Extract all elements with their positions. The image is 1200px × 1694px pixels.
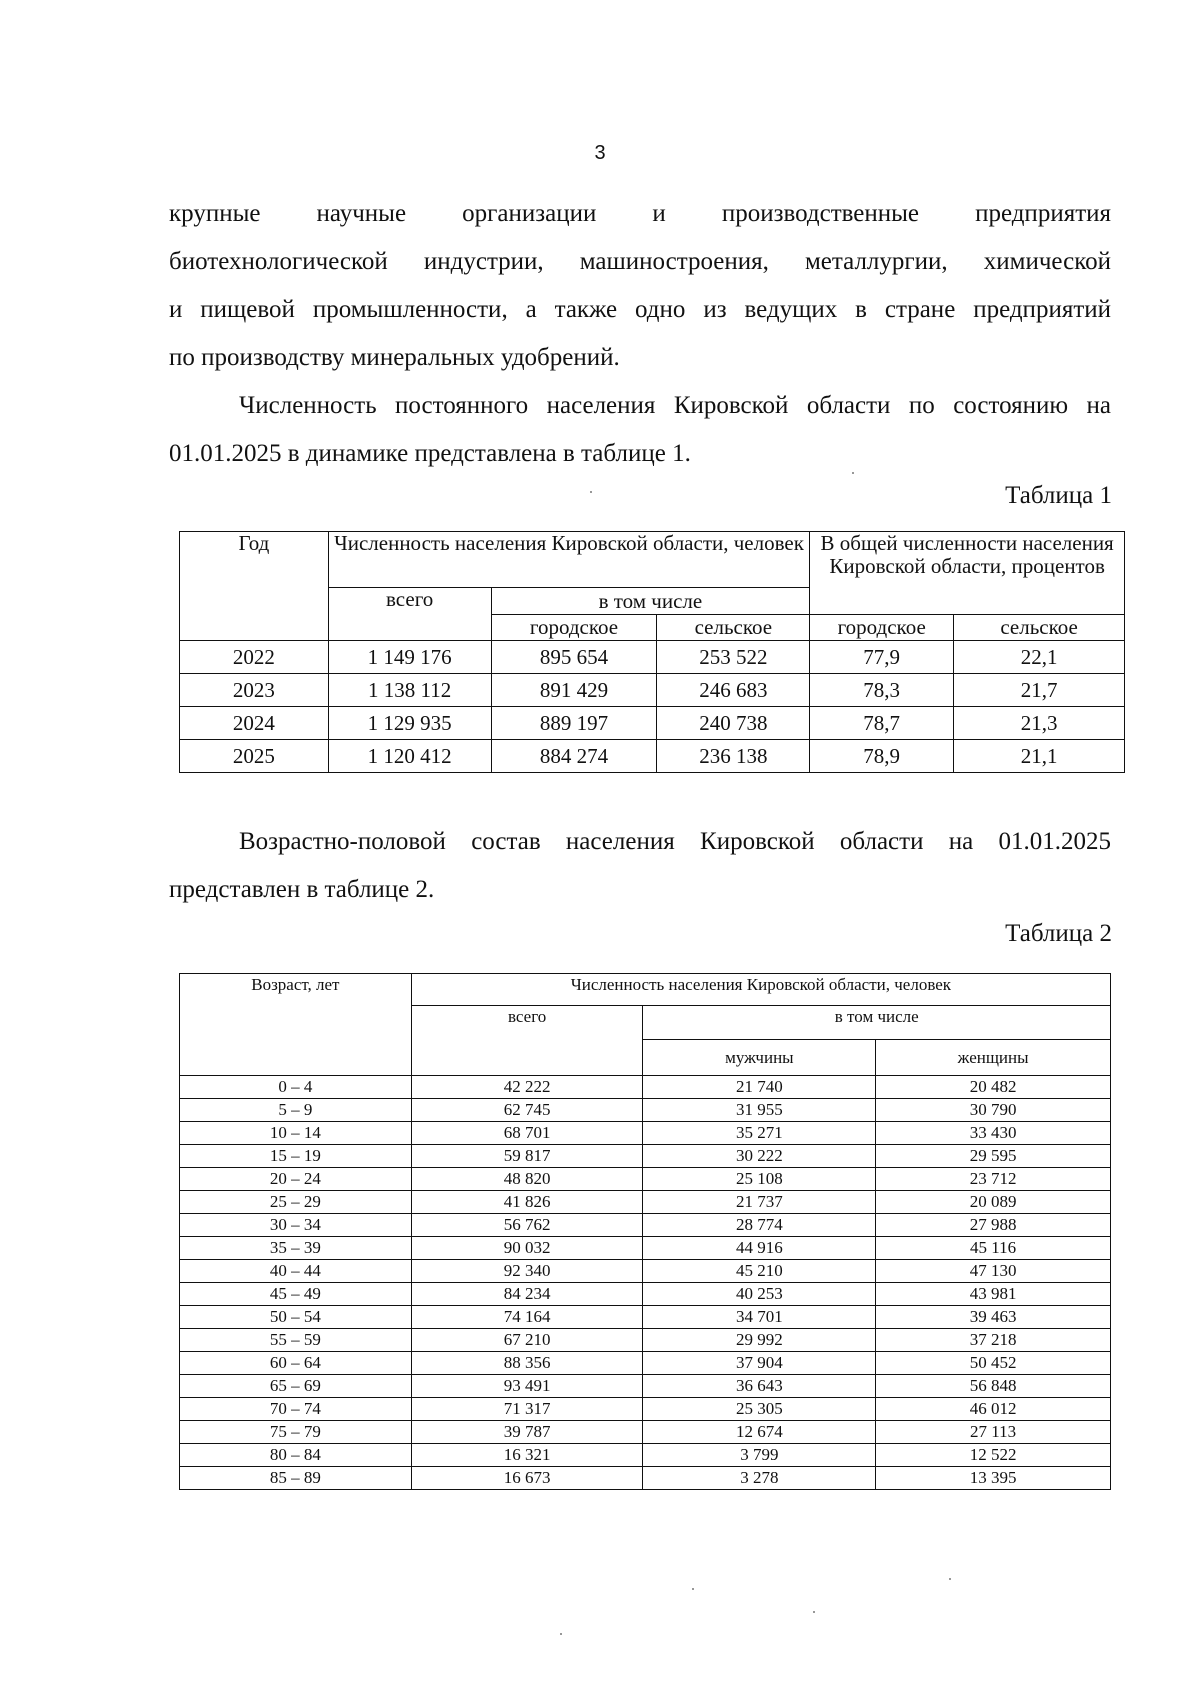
table-row	[180, 641, 1125, 674]
scan-speck	[560, 1633, 562, 1635]
table-row	[180, 1214, 1111, 1237]
cell-age: 60 – 64	[180, 1352, 412, 1375]
cell-rural: 236 138	[657, 740, 810, 773]
cell-age: 55 – 59	[180, 1329, 412, 1352]
cell-women: 46 012	[876, 1398, 1111, 1421]
cell-age: 0 – 4	[180, 1076, 412, 1099]
cell-total: 39 787	[411, 1421, 643, 1444]
table-row	[180, 1467, 1111, 1490]
table-row	[180, 707, 1125, 740]
cell-age: 65 – 69	[180, 1375, 412, 1398]
cell-year: 2025	[180, 740, 329, 773]
cell-women: 20 089	[876, 1191, 1111, 1214]
page-number: 3	[594, 142, 606, 164]
paragraph-line: по производству минеральных удобрений.	[169, 344, 620, 371]
cell-age: 45 – 49	[180, 1283, 412, 1306]
cell-men: 31 955	[643, 1099, 876, 1122]
scan-speck	[590, 491, 592, 493]
cell-women: 30 790	[876, 1099, 1111, 1122]
cell-rural: 253 522	[657, 641, 810, 674]
cell-men: 21 740	[643, 1076, 876, 1099]
cell-age: 10 – 14	[180, 1122, 412, 1145]
header-share-group: В общей численности населения Кировской области, процентов	[810, 532, 1125, 615]
cell-rural: 240 738	[657, 707, 810, 740]
cell-men: 25 108	[643, 1168, 876, 1191]
cell-women: 47 130	[876, 1260, 1111, 1283]
table-row	[180, 1306, 1111, 1329]
cell-men: 40 253	[643, 1283, 876, 1306]
cell-total: 71 317	[411, 1398, 643, 1421]
header-total: всего	[411, 1006, 643, 1076]
scan-speck	[813, 1611, 815, 1613]
table1-caption: Таблица 1	[1005, 482, 1112, 509]
cell-women: 33 430	[876, 1122, 1111, 1145]
header-urban: городское	[491, 615, 657, 641]
cell-age: 25 – 29	[180, 1191, 412, 1214]
cell-men: 45 210	[643, 1260, 876, 1283]
header-rural: сельское	[657, 615, 810, 641]
cell-rural-pct: 21,1	[954, 740, 1125, 773]
cell-urban-pct: 78,3	[810, 674, 954, 707]
cell-rural: 246 683	[657, 674, 810, 707]
cell-men: 30 222	[643, 1145, 876, 1168]
cell-total: 41 826	[411, 1191, 643, 1214]
header-share-rural: сельское	[954, 615, 1125, 641]
cell-total: 48 820	[411, 1168, 643, 1191]
cell-total: 67 210	[411, 1329, 643, 1352]
cell-total: 74 164	[411, 1306, 643, 1329]
cell-total: 1 138 112	[328, 674, 491, 707]
scan-speck	[852, 472, 854, 474]
cell-men: 34 701	[643, 1306, 876, 1329]
cell-women: 29 595	[876, 1145, 1111, 1168]
paragraph-line: и пищевой промышленности, а также одно из ведущих в стране предприятий	[169, 296, 1111, 323]
table-row	[180, 1352, 1111, 1375]
cell-total: 42 222	[411, 1076, 643, 1099]
table-row	[180, 1444, 1111, 1467]
cell-total: 1 149 176	[328, 641, 491, 674]
cell-men: 3 278	[643, 1467, 876, 1490]
cell-age: 50 – 54	[180, 1306, 412, 1329]
cell-women: 27 988	[876, 1214, 1111, 1237]
table-row	[180, 1168, 1111, 1191]
cell-women: 45 116	[876, 1237, 1111, 1260]
paragraph-line: Возрастно-половой состав населения Кировской области на 01.01.2025	[239, 828, 1111, 855]
cell-men: 3 799	[643, 1444, 876, 1467]
cell-men: 12 674	[643, 1421, 876, 1444]
header-including: в том числе	[491, 588, 810, 615]
age-sex-table	[179, 973, 1111, 1490]
cell-women: 50 452	[876, 1352, 1111, 1375]
cell-urban: 891 429	[491, 674, 657, 707]
table-row	[180, 1076, 1111, 1099]
cell-year: 2022	[180, 641, 329, 674]
cell-age: 35 – 39	[180, 1237, 412, 1260]
cell-women: 43 981	[876, 1283, 1111, 1306]
table2-caption: Таблица 2	[1005, 920, 1112, 947]
table-row	[180, 1191, 1111, 1214]
cell-men: 28 774	[643, 1214, 876, 1237]
scan-speck	[692, 1588, 694, 1590]
cell-total: 92 340	[411, 1260, 643, 1283]
cell-men: 44 916	[643, 1237, 876, 1260]
paragraph-line: 01.01.2025 в динамике представлена в таблице 1.	[169, 440, 691, 467]
header-women: женщины	[876, 1040, 1111, 1076]
cell-urban: 895 654	[491, 641, 657, 674]
header-men: мужчины	[643, 1040, 876, 1076]
cell-total: 1 120 412	[328, 740, 491, 773]
cell-women: 13 395	[876, 1467, 1111, 1490]
cell-men: 29 992	[643, 1329, 876, 1352]
paragraph-line: Численность постоянного населения Кировской области по состоянию на	[239, 392, 1111, 419]
cell-men: 35 271	[643, 1122, 876, 1145]
paragraph-line: представлен в таблице 2.	[169, 876, 435, 903]
cell-age: 85 – 89	[180, 1467, 412, 1490]
table-row	[180, 1099, 1111, 1122]
cell-year: 2023	[180, 674, 329, 707]
cell-total: 16 321	[411, 1444, 643, 1467]
header-age: Возраст, лет	[180, 974, 412, 1076]
table-row	[180, 740, 1125, 773]
table-row	[180, 1421, 1111, 1444]
header-including: в том числе	[643, 1006, 1111, 1040]
header-total: всего	[328, 588, 491, 641]
population-dynamics-table	[179, 531, 1125, 773]
table-row	[180, 1283, 1111, 1306]
cell-total: 56 762	[411, 1214, 643, 1237]
cell-age: 30 – 34	[180, 1214, 412, 1237]
cell-men: 21 737	[643, 1191, 876, 1214]
paragraph-population-intro	[169, 382, 1111, 478]
cell-total: 90 032	[411, 1237, 643, 1260]
cell-urban: 884 274	[491, 740, 657, 773]
table-row	[180, 674, 1125, 707]
header-population-group: Численность населения Кировской области, человек	[328, 532, 809, 588]
cell-women: 37 218	[876, 1329, 1111, 1352]
table-row	[180, 1398, 1111, 1421]
paragraph-line: биотехнологической индустрии, машиностроения, металлургии, химической	[169, 248, 1111, 275]
cell-total: 68 701	[411, 1122, 643, 1145]
cell-age: 20 – 24	[180, 1168, 412, 1191]
cell-total: 1 129 935	[328, 707, 491, 740]
cell-urban-pct: 77,9	[810, 641, 954, 674]
cell-age: 80 – 84	[180, 1444, 412, 1467]
table-row	[180, 1260, 1111, 1283]
cell-women: 23 712	[876, 1168, 1111, 1191]
cell-women: 27 113	[876, 1421, 1111, 1444]
header-share-urban: городское	[810, 615, 954, 641]
cell-urban: 889 197	[491, 707, 657, 740]
cell-total: 16 673	[411, 1467, 643, 1490]
cell-men: 36 643	[643, 1375, 876, 1398]
header-population-group: Численность населения Кировской области, человек	[411, 974, 1110, 1006]
cell-total: 88 356	[411, 1352, 643, 1375]
paragraph-age-sex-intro	[169, 818, 1111, 914]
cell-year: 2024	[180, 707, 329, 740]
cell-women: 39 463	[876, 1306, 1111, 1329]
cell-rural-pct: 21,3	[954, 707, 1125, 740]
paragraph-line: крупные научные организации и производственные предприятия	[169, 200, 1111, 227]
cell-urban-pct: 78,9	[810, 740, 954, 773]
cell-total: 84 234	[411, 1283, 643, 1306]
cell-women: 12 522	[876, 1444, 1111, 1467]
table-row	[180, 1329, 1111, 1352]
table-row	[180, 1145, 1111, 1168]
cell-age: 40 – 44	[180, 1260, 412, 1283]
cell-urban-pct: 78,7	[810, 707, 954, 740]
table-row	[180, 1122, 1111, 1145]
cell-men: 25 305	[643, 1398, 876, 1421]
table-row	[180, 1237, 1111, 1260]
cell-total: 59 817	[411, 1145, 643, 1168]
cell-rural-pct: 21,7	[954, 674, 1125, 707]
cell-age: 15 – 19	[180, 1145, 412, 1168]
cell-age: 5 – 9	[180, 1099, 412, 1122]
cell-total: 93 491	[411, 1375, 643, 1398]
paragraph-industry	[169, 190, 1111, 382]
cell-age: 70 – 74	[180, 1398, 412, 1421]
cell-total: 62 745	[411, 1099, 643, 1122]
header-year: Год	[180, 532, 329, 641]
cell-rural-pct: 22,1	[954, 641, 1125, 674]
cell-age: 75 – 79	[180, 1421, 412, 1444]
cell-women: 20 482	[876, 1076, 1111, 1099]
scan-speck	[949, 1578, 951, 1580]
table-row	[180, 1375, 1111, 1398]
cell-women: 56 848	[876, 1375, 1111, 1398]
cell-men: 37 904	[643, 1352, 876, 1375]
